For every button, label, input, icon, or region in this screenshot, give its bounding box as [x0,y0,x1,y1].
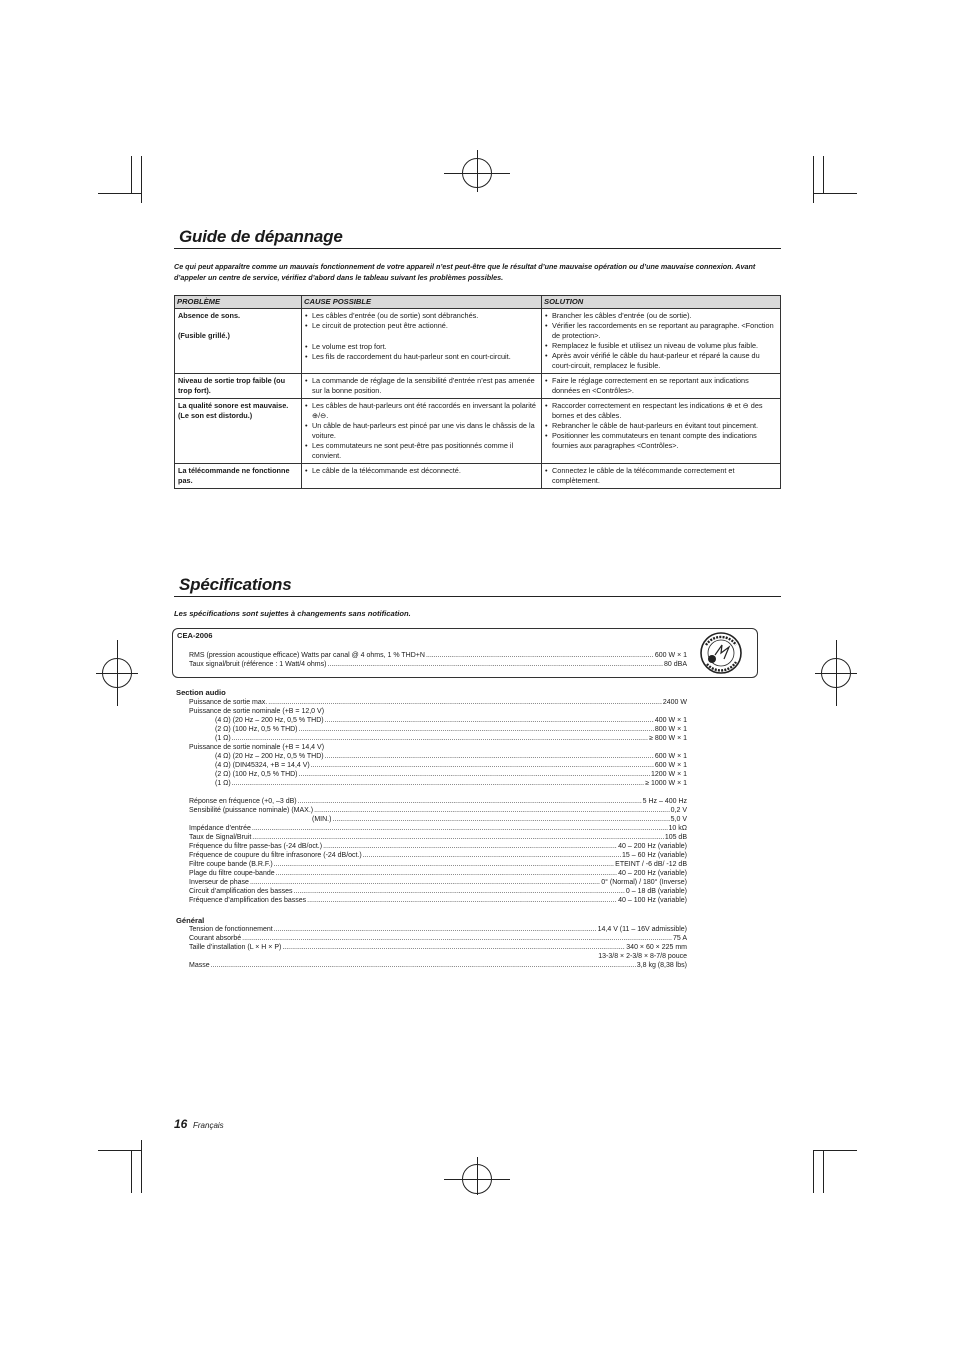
solution-cell [542,309,781,374]
spec-row [189,925,687,934]
registration-line [836,640,837,706]
spec-label: (1 Ω) [215,780,231,787]
column-header-cause: CAUSE POSSIBLE [302,296,542,309]
cea-2006-compliant-logo-icon [698,631,744,675]
solution-item: • Vérifier les raccordements en se reportant au paragraphe. <Fonction de protection>. [545,321,778,341]
spec-label: (4 Ω) (20 Hz – 200 Hz, 0,5 % THD) [215,717,324,724]
problem-text: La qualité sonore est mauvaise. [178,401,289,410]
spec-value: 3,8 kg (8,38 lbs) [636,962,687,969]
spec-label: Masse [189,962,210,969]
crop-mark [813,1150,814,1193]
specifications-title: Spécifications [179,575,292,594]
spec-row [189,824,687,833]
spec-label: (MIN.) [312,816,332,823]
troubleshooting-table [174,295,781,489]
spec-label: (2 Ω) (100 Hz, 0,5 % THD) [215,726,298,733]
general-heading: Général [176,916,205,925]
spec-row [312,815,687,824]
crop-mark [813,156,814,203]
crop-mark [813,1150,857,1151]
solution-cell [542,464,781,489]
solution-item: • Remplacez le fusible et utilisez un niveau de volume plus faible. [545,341,778,351]
spec-row [215,716,687,725]
spec-row [189,869,687,878]
title-rule [174,248,781,249]
solution-item: • Rebrancher le câble de haut-parleurs en évitant tout pincement. [545,421,778,431]
crop-mark [141,156,142,203]
spec-row [215,770,687,779]
spec-value: 40 – 200 Hz (variable) [618,843,687,850]
solution-item: • Raccorder correctement en respectant les indications ⊕ et ⊖ des bornes et des câbles. [545,401,778,421]
spec-row [215,761,687,770]
spec-value: 600 W × 1 [654,762,687,769]
table-row [175,399,781,464]
spec-value: 0° (Normal) / 180° (Inverse) [601,879,687,886]
crop-mark [813,193,857,194]
spec-row [215,734,687,743]
cause-item: • Les câbles de haut-parleurs ont été raccordés en inversant la polarité ⊕/⊖. [305,401,539,421]
spec-group-label: Puissance de sortie nominale (+B = 12,0 V) [189,708,325,715]
table-row [175,309,781,374]
spec-label: Tension de fonctionnement [189,926,273,933]
spec-label: Fréquence d’amplification des basses [189,897,307,904]
spec-row [189,943,687,952]
spec-label: Taux signal/bruit (référence : 1 Watt/4 ohms) [189,661,327,668]
cause-cell [302,464,542,489]
crop-mark [141,1140,142,1193]
spec-row [189,660,687,669]
solution-item: • Positionner les commutateurs en tenant compte des indications fournies aux paragraphes <Contrôles>. [545,431,778,451]
spec-label: (2 Ω) (100 Hz, 0,5 % THD) [215,771,298,778]
solution-item: • Connectez le câble de la télécommande correctement et complètement. [545,466,778,486]
problem-text: Absence de sons. [178,311,241,320]
spec-value: 5 Hz – 400 Hz [642,798,687,805]
cause-item: • Le câble de la télécommande est déconnecté. [305,466,539,476]
cause-cell [302,399,542,464]
spec-label: (4 Ω) (20 Hz – 200 Hz, 0,5 % THD) [215,753,324,760]
specifications-note: Les spécifications sont sujettes à changements sans notification. [174,609,411,618]
cea-2006-box [172,628,758,678]
spec-label: Fréquence de coupure du filtre infrasonore (-24 dB/oct.) [189,852,362,859]
cause-item: • Les câbles d’entrée (ou de sortie) sont débranchés. [305,311,539,321]
section-audio-heading: Section audio [176,688,226,697]
column-header-solution: SOLUTION [542,296,781,309]
spec-label: Réponse en fréquence (+0, –3 dB) [189,798,297,805]
problem-text: Niveau de sortie trop faible (ou trop fort). [178,376,286,395]
spec-row [189,896,687,905]
spec-value: ETEINT / -6 dB/ -12 dB [615,861,687,868]
spec-label: Filtre coupe bande (B.R.F.) [189,861,273,868]
spec-row [189,806,687,815]
spec-label: Taux de Signal/Bruit [189,834,252,841]
spec-label: Taille d’installation (L × H × P) [189,944,282,951]
solution-item: • Brancher les câbles d’entrée (ou de sortie). [545,311,778,321]
cause-cell [302,309,542,374]
problem-text: La télécommande ne fonctionne pas. [178,466,290,485]
spec-label: (4 Ω) (DIN45324, +B = 14,4 V) [215,762,310,769]
crop-mark [131,156,132,193]
spec-value: ≥ 1000 W × 1 [645,780,687,787]
solution-cell [542,399,781,464]
crop-mark [823,1150,824,1193]
spec-value: 0,2 V [670,807,687,814]
title-rule [174,596,781,597]
cause-item: • Les fils de raccordement du haut-parleur sont en court-circuit. [305,352,539,362]
spec-label: Fréquence du filtre passe-bas (-24 dB/oct.) [189,843,323,850]
spec-group-label: Puissance de sortie nominale (+B = 14,4 V) [189,744,325,751]
problem-cell [175,374,302,399]
spec-label: Puissance de sortie max. [189,699,268,706]
spec-value: 13-3/8 × 2-3/8 × 8-7/8 pouce [598,953,687,960]
column-header-problem: PROBLÈME [175,296,302,309]
table-row [175,374,781,399]
registration-line [477,1157,478,1195]
spec-label: (1 Ω) [215,735,231,742]
spec-label: Plage du filtre coupe-bande [189,870,275,877]
cause-cell [302,374,542,399]
spec-value: 75 A [672,935,687,942]
spec-value: ≥ 800 W × 1 [649,735,687,742]
solution-cell [542,374,781,399]
spec-value: 10 kΩ [668,825,687,832]
spec-value: 600 W × 1 [654,753,687,760]
cause-item: • Un câble de haut-parleurs est pincé par une vis dans le châssis de la voiture. [305,421,539,441]
spec-value: 2400 W [662,699,687,706]
spec-value: 40 – 100 Hz (variable) [618,897,687,904]
problem-text: (Le son est distordu.) [178,411,253,420]
registration-line [117,640,118,706]
problem-cell [175,399,302,464]
cause-item: • Le circuit de protection peut être actionné. [305,321,539,331]
spec-row [189,698,687,707]
cause-item: • La commande de réglage de la sensibilité d’entrée n’est pas amenée sur la bonne position. [305,376,539,396]
page-number: 16 [174,1117,188,1131]
spec-row [189,651,687,660]
crop-mark [823,156,824,193]
troubleshooting-intro: Ce qui peut apparaître comme un mauvais fonctionnement de votre appareil n’est peut-être que le résultat d’une mauvaise opération ou d’une mauvaise connexion. Avant d’appeler un centre de service, vérifiez d’abord dans le tableau suivant les problèmes possibles. [174,262,756,282]
crop-mark [131,1150,132,1193]
spec-value: 15 – 60 Hz (variable) [622,852,687,859]
cause-item: • Les commutateurs ne sont peut-être pas positionnés comme il convient. [305,441,539,461]
solution-item: • Après avoir vérifié le câble du haut-parleur et réparé la cause du court-circuit, remplacez le fusible. [545,351,778,371]
spec-value: 0 – 18 dB (variable) [625,888,687,895]
registration-line [477,150,478,192]
spec-row [189,887,687,896]
spec-row [189,851,687,860]
spec-row [215,752,687,761]
spec-row [189,860,687,869]
spec-label: Sensibilité (puissance nominale) (MAX.) [189,807,314,814]
crop-mark [98,193,142,194]
spec-label: Circuit d’amplification des basses [189,888,293,895]
spec-row [189,934,687,943]
spec-value: 400 W × 1 [654,717,687,724]
spec-value: 80 dBA [664,661,687,668]
cea-heading: CEA-2006 [177,631,213,640]
spec-row [215,779,687,788]
spec-value: 14,4 V (11 – 16V admissible) [597,926,687,933]
spec-value: 5,0 V [670,816,687,823]
troubleshooting-title: Guide de dépannage [179,227,343,246]
solution-item: • Faire le réglage correctement en se reportant aux indications données en <Contrôles>. [545,376,778,396]
spec-label: Impédance d’entrée [189,825,251,832]
spec-row [189,961,687,970]
problem-text: (Fusible grillé.) [178,331,230,340]
language-label: Français [193,1121,224,1130]
spec-value: 40 – 200 Hz (variable) [618,870,687,877]
spec-row [189,797,687,806]
spec-row [189,833,687,842]
spec-value: 340 × 60 × 225 mm [626,944,687,951]
crop-mark [98,1150,142,1151]
spec-value: 1200 W × 1 [651,771,687,778]
table-row [175,464,781,489]
spec-value: 105 dB [664,834,687,841]
spec-row [189,842,687,851]
spec-value: 600 W × 1 [654,652,687,659]
spec-label: Inverseur de phase [189,879,249,886]
spec-row [215,725,687,734]
problem-cell [175,309,302,374]
spec-label: Courant absorbé [189,935,242,942]
spec-value: 800 W × 1 [654,726,687,733]
cause-item: • Le volume est trop fort. [305,342,539,352]
spec-label: RMS (pression acoustique efficace) Watts par canal @ 4 ohms, 1 % THD+N [189,652,425,659]
problem-cell [175,464,302,489]
spec-row [189,878,687,887]
